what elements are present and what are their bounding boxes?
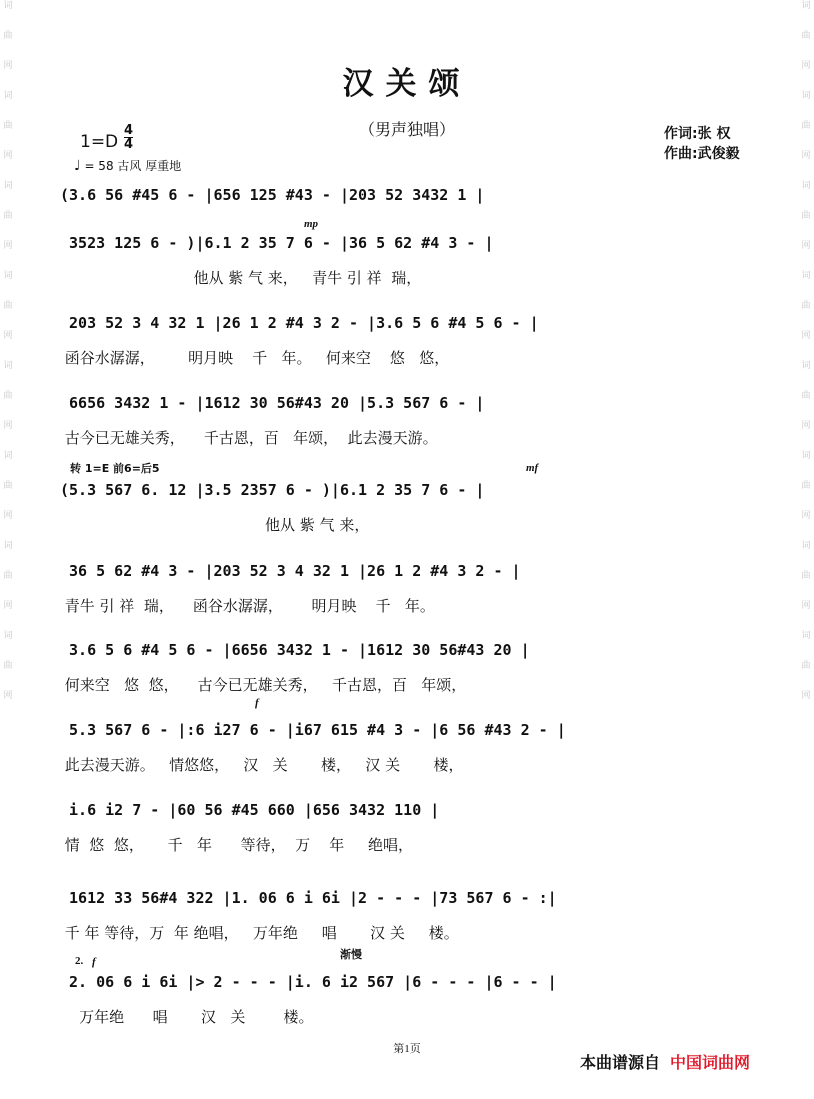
watermark-glyph: 网 <box>801 241 811 251</box>
watermark-glyph: 曲 <box>801 301 811 311</box>
notation-row: 3.6 5 6 #4 5 6 - |6656 3432 1 - |1612 30 56#43 20 | <box>60 641 530 659</box>
modulation-marking: 转 1=E 前6=后5 <box>70 462 160 475</box>
watermark-glyph: 曲 <box>801 121 811 131</box>
lyric-row: 函谷水潺潺， 明月映 千 年。 何来空 悠 悠， <box>60 349 450 367</box>
watermark-glyph: 曲 <box>801 481 811 491</box>
watermark-glyph: 曲 <box>3 661 13 671</box>
credits <box>664 124 740 164</box>
dynamic-f: f <box>255 697 259 709</box>
watermark-glyph: 曲 <box>3 31 13 41</box>
watermark-glyph: 网 <box>3 241 13 251</box>
lyricist: 作词:张 权 <box>664 126 731 142</box>
notation-row: 2. 06 6 i 6i |> 2 - - - |i. 6 i2 567 |6 - - - |6 - - | <box>60 973 557 991</box>
quarter-note-icon: ♩ <box>74 158 81 174</box>
watermark-glyph: 词 <box>801 361 811 371</box>
watermark-glyph: 网 <box>801 601 811 611</box>
dynamic-mf: mf <box>526 462 539 474</box>
lyric-row: 他从 紫 气 来， <box>60 516 370 534</box>
watermark-glyph: 网 <box>3 691 13 701</box>
watermark-glyph: 词 <box>3 631 13 641</box>
dynamic-f-2: f <box>92 956 96 968</box>
watermark-glyph: 词 <box>801 451 811 461</box>
dynamic-mp: mp <box>304 218 319 230</box>
watermark-glyph: 词 <box>801 1 811 11</box>
song-title: 汉关颂 <box>342 66 472 102</box>
notation-row: 1612 33 56#4 322 |1. 06 6 i 6i |2 - - - |73 567 6 - :| <box>60 889 557 907</box>
watermark-glyph: 曲 <box>3 571 13 581</box>
watermark-glyph: 词 <box>3 181 13 191</box>
watermark-glyph: 词 <box>801 541 811 551</box>
composer: 作曲:武俊毅 <box>664 146 740 162</box>
lyric-row: 千 年 等待，万 年 绝唱， 万年绝 唱 汉 关 楼。 <box>60 924 459 942</box>
watermark-glyph: 曲 <box>3 481 13 491</box>
time-signature <box>124 124 133 151</box>
song-subtitle: （男声独唱） <box>358 120 455 139</box>
watermark-glyph: 曲 <box>3 301 13 311</box>
time-signature-top: 4 <box>124 123 134 138</box>
notation-row: (5.3 567 6. 12 |3.5 2357 6 - )|6.1 2 35 7 6 - | <box>60 481 485 499</box>
key-signature: 1=D <box>80 132 119 152</box>
watermark-glyph: 网 <box>3 601 13 611</box>
lyric-row: 此去漫天游。 情悠悠， 汉 关 楼， 汉 关 楼， <box>60 756 464 774</box>
lyric-row: 何来空 悠 悠， 古今已无雄关秀， 千古恩，百 年颂， <box>60 676 467 694</box>
notation-row: 203 52 3 4 32 1 |26 1 2 #4 3 2 - |3.6 5 6 #4 5 6 - | <box>60 314 539 332</box>
notation-row: i.6 i2 7 - |60 56 #45 660 |656 3432 110 | <box>60 801 440 819</box>
watermark-right <box>798 0 814 1099</box>
watermark-glyph: 词 <box>3 1 13 11</box>
watermark-glyph: 曲 <box>801 211 811 221</box>
watermark-glyph: 网 <box>3 331 13 341</box>
page-number: 第1页 <box>393 1043 421 1055</box>
notation-row: 5.3 567 6 - |:6 i27 6 - |i67 615 #4 3 - |6 56 #43 2 - | <box>60 721 566 739</box>
watermark-glyph: 词 <box>801 271 811 281</box>
notation-row: (3.6 56 #45 6 - |656 125 #43 - |203 52 3432 1 | <box>60 186 485 204</box>
watermark-left <box>0 0 16 1099</box>
source-brand: 中国词曲网 <box>670 1053 751 1072</box>
watermark-glyph: 网 <box>3 61 13 71</box>
watermark-glyph: 曲 <box>3 211 13 221</box>
tempo-style: 古风 厚重地 <box>117 159 182 173</box>
watermark-glyph: 曲 <box>3 391 13 401</box>
watermark-glyph: 网 <box>801 61 811 71</box>
lyric-row: 万年绝 唱 汉 关 楼。 <box>60 1008 314 1026</box>
watermark-glyph: 词 <box>3 451 13 461</box>
notation-row: 3523 125 6 - )|6.1 2 35 7 6 - |36 5 62 #4 3 - | <box>60 234 494 252</box>
watermark-glyph: 曲 <box>801 391 811 401</box>
volta-2: 2. <box>75 955 84 967</box>
watermark-glyph: 词 <box>3 361 13 371</box>
watermark-glyph: 词 <box>3 271 13 281</box>
watermark-glyph: 曲 <box>801 661 811 671</box>
lyric-row: 他从 紫 气 来， 青牛 引 祥 瑞， <box>60 269 422 287</box>
notation-row: 36 5 62 #4 3 - |203 52 3 4 32 1 |26 1 2 #4 3 2 - | <box>60 562 521 580</box>
watermark-glyph: 曲 <box>801 31 811 41</box>
watermark-glyph: 词 <box>801 631 811 641</box>
watermark-glyph: 网 <box>801 151 811 161</box>
watermark-glyph: 网 <box>3 421 13 431</box>
source-label: 本曲谱源自 <box>580 1053 661 1072</box>
watermark-glyph: 曲 <box>801 571 811 581</box>
lyric-row: 青牛 引 祥 瑞， 函谷水潺潺， 明月映 千 年。 <box>60 597 435 615</box>
watermark-glyph: 网 <box>801 331 811 341</box>
tempo-marking <box>74 157 181 174</box>
source-attribution <box>580 1050 750 1073</box>
lyric-row: 情 悠 悠， 千 年 等待， 万 年 绝唱， <box>60 836 414 854</box>
notation-row: 6656 3432 1 - |1612 30 56#43 20 |5.3 567 6 - | <box>60 394 485 412</box>
watermark-glyph: 词 <box>801 181 811 191</box>
watermark-glyph: 词 <box>801 91 811 101</box>
watermark-glyph: 网 <box>3 151 13 161</box>
watermark-glyph: 网 <box>801 421 811 431</box>
watermark-glyph: 网 <box>3 511 13 521</box>
watermark-glyph: 词 <box>3 541 13 551</box>
watermark-glyph: 网 <box>801 511 811 521</box>
watermark-glyph: 网 <box>801 691 811 701</box>
ritardando-marking: 渐慢 <box>340 948 362 961</box>
lyric-row: 古今已无雄关秀， 千古恩，百 年颂， 此去漫天游。 <box>60 429 438 447</box>
watermark-glyph: 词 <box>3 91 13 101</box>
watermark-glyph: 曲 <box>3 121 13 131</box>
tempo-value: = 58 <box>84 159 114 173</box>
time-signature-bottom: 4 <box>124 137 134 152</box>
